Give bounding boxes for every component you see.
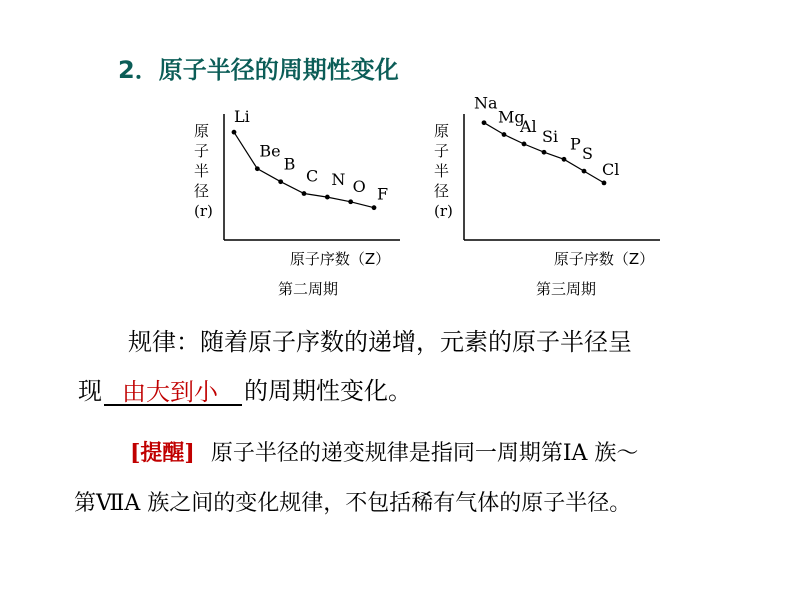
point-label-b: B (283, 154, 296, 174)
data-point-mg (502, 132, 507, 137)
data-point-li (232, 130, 237, 135)
tip-tag: [提醒] (130, 440, 195, 466)
series-line (234, 132, 374, 208)
chart-title: 第二周期 (277, 280, 339, 298)
data-point-na (482, 120, 487, 125)
data-point-b (278, 179, 283, 184)
y-axis-label-char: (r) (194, 202, 213, 220)
data-point-c (302, 191, 307, 196)
y-axis-label-char: 径 (194, 182, 210, 200)
rule-line-1: 规律：随着原子序数的递增，元素的原子半径呈 (128, 328, 632, 356)
data-point-cl (602, 181, 607, 186)
data-point-n (325, 195, 330, 200)
data-point-al (522, 142, 527, 147)
y-axis-label-char: 原 (194, 122, 210, 140)
data-point-be (255, 166, 260, 171)
rule-suffix: 的周期性变化。 (244, 377, 412, 405)
point-label-s: S (582, 144, 593, 164)
point-label-al: Al (520, 116, 537, 136)
tip-line-2: 第ⅦA 族之间的变化规律，不包括稀有气体的原子半径。 (74, 491, 632, 516)
point-label-cl: Cl (602, 159, 620, 179)
point-label-c: C (306, 166, 319, 186)
data-point-si (542, 150, 547, 155)
data-point-s (582, 169, 587, 174)
rule-line-2 (78, 371, 412, 406)
point-label-p: P (570, 134, 581, 154)
tip-line-1 (130, 436, 638, 467)
data-point-p (562, 157, 567, 162)
tip-text-1: 原子半径的递变规律是指同一周期第ⅠA 族～ (210, 441, 639, 466)
point-label-f: F (377, 184, 389, 204)
y-axis-label-char: 子 (194, 142, 210, 160)
y-axis-label-char: 径 (434, 182, 450, 200)
chart-period-3 (428, 93, 678, 302)
chart-period-2 (190, 107, 410, 302)
y-axis-label-char: 子 (434, 142, 450, 160)
answer-text: 由大到小 (122, 378, 218, 406)
section-heading: 2．原子半径的周期性变化 (118, 56, 399, 84)
answer-blank (104, 380, 242, 406)
y-axis-label-char: (r) (434, 202, 453, 220)
data-point-o (348, 199, 353, 204)
chart-title: 第三周期 (535, 280, 597, 298)
point-label-n: N (331, 170, 346, 190)
point-label-li: Li (234, 107, 250, 127)
point-label-o: O (352, 176, 366, 196)
data-point-f (372, 205, 377, 210)
y-axis-label-char: 原 (434, 122, 450, 140)
x-axis-label: 原子序数（Z） (289, 250, 391, 268)
point-label-mg: Mg (498, 107, 525, 127)
point-label-na: Na (474, 93, 498, 113)
point-label-si: Si (542, 127, 559, 147)
y-axis-label-char: 半 (194, 162, 210, 180)
point-label-be: Be (259, 141, 281, 161)
rule-prefix: 现 (78, 377, 102, 405)
x-axis-label: 原子序数（Z） (553, 250, 655, 268)
y-axis-label-char: 半 (434, 162, 450, 180)
